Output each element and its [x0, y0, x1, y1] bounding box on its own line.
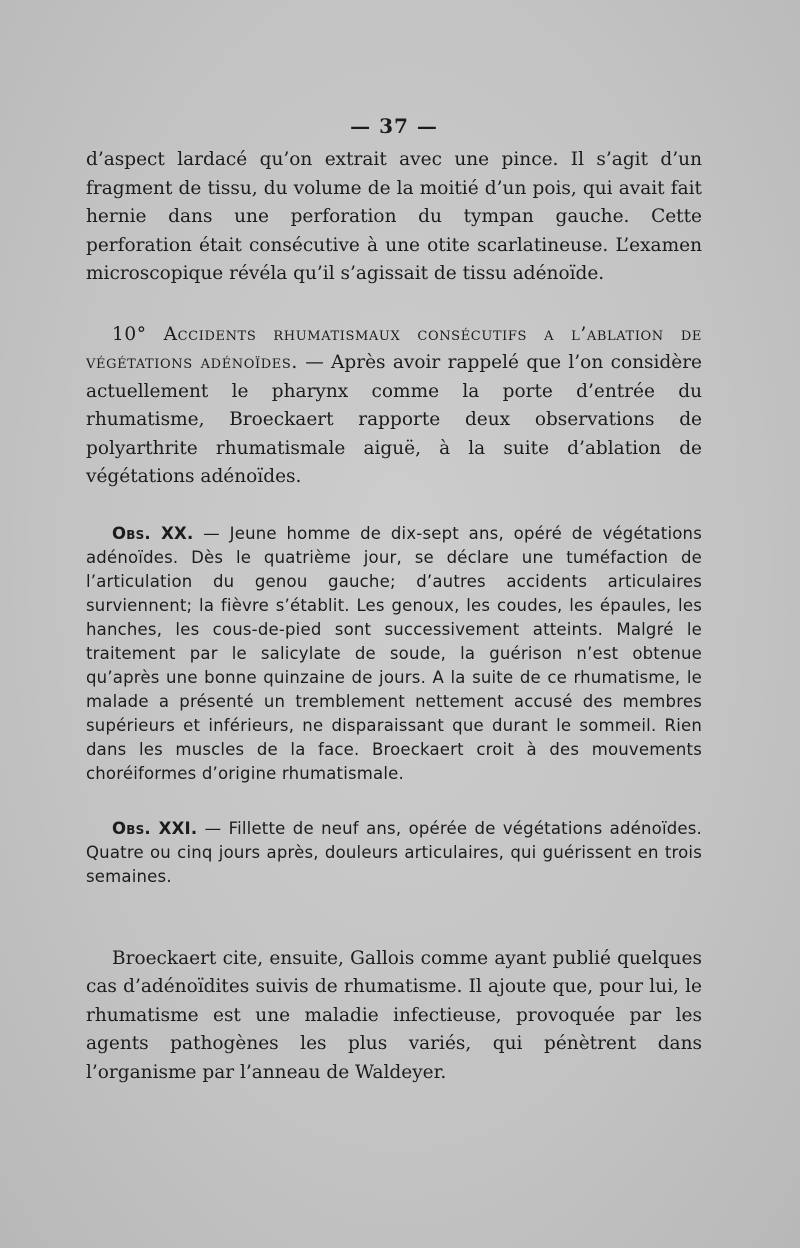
paragraph-continuation: d’aspect lardacé qu’on extrait avec une pince. Il s’agit d’un fragment de tissu, du volume de la moitié d’un pois, qui avait fait hernie dans une perforation du tympan gauche. Cette perforation était consécutive à une otite scarlatineuse. L’examen microscopique révéla qu’il s’agissait de tissu adénoïde.	[86, 149, 702, 284]
page	[86, 112, 702, 1087]
final-paragraph: Broeckaert cite, ensuite, Gallois comme ayant publié quelques cas d’adénoïdites suivis de rhumatisme. Il ajoute que, pour lui, le rhumatisme est une maladie infectieuse, provoquée par les agents pathogènes les plus variés, qui pénètrent dans l’organisme par l’anneau de Waldeyer.	[86, 947, 702, 1083]
observation-xx	[86, 522, 702, 786]
section-10-heading: 10° Accidents rhumatismaux consécutifs a l’ablation de végétations adénoïdes.	[86, 323, 702, 373]
observation-xx-label: Obs. XX.	[112, 523, 194, 543]
page-number: — 37 —	[350, 114, 438, 138]
observation-xxi	[86, 817, 702, 889]
section-10-paragraph	[86, 321, 702, 492]
observation-xx-text: — Jeune homme de dix-sept ans, opéré de végétations adénoïdes. Dès le quatrième jour, se déclare une tuméfaction de l’articulation du genou gauche; d’autres accidents articulaires surviennent; la fièvre s’établit. Les genoux, les coudes, les épaules, les hanches, les cous-de-pied sont successivement atteints. Malgré le traitement par le salicylate de soude, la guérison n’est obtenue qu’après une bonne quinzaine de jours. A la suite de ce rhumatisme, le malade a présenté un tremblement nettement accusé des membres supérieurs et inférieurs, ne disparaissant que durant le sommeil. Rien dans les muscles de la face. Broeckaert croit à des mouvements choréiformes d’origine rhumatismale.	[86, 523, 702, 783]
observation-xxi-label: Obs. XXI.	[112, 818, 198, 838]
observation-xxi-text: — Fillette de neuf ans, opérée de végétations adénoïdes. Quatre ou cinq jours après, douleurs articulaires, qui guérissent en trois semaines.	[86, 818, 702, 886]
section-10-text: — Après avoir rappelé que l’on considère actuellement le pharynx comme la porte d’entrée du rhumatisme, Broeckaert rapporte deux observations de polyarthrite rhumatismale aiguë, à la suite d’ablation de végétations adénoïdes.	[86, 352, 702, 487]
